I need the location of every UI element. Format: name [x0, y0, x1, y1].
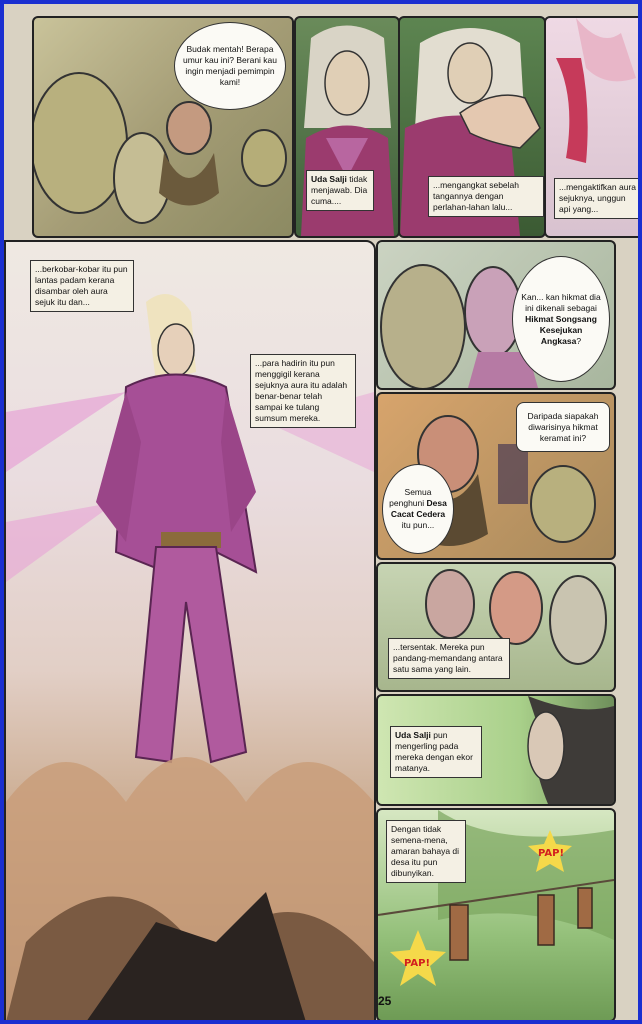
panel-2 — [294, 16, 400, 238]
bubble-text: itu pun... — [401, 520, 435, 530]
village-name: Desa Cacat Cedera — [390, 498, 447, 519]
narration-caption: ...mengangkat sebelah tangannya dengan perlahan-lahan lalu... — [428, 176, 544, 217]
panel-3 — [398, 16, 546, 238]
character-name: Uda Salji — [395, 730, 431, 740]
narration-caption — [390, 726, 482, 778]
narration-caption: ...para hadirin itu pun menggigil kerana sejuknya aura itu adalah benar-benar telah sampai ke tulang sumsum mereka. — [250, 354, 356, 428]
speech-bubble: Daripada siapakah diwarisinya hikmat keramat ini? — [516, 402, 610, 452]
panel-4 — [544, 16, 638, 238]
sound-effect: PAP! — [404, 958, 431, 969]
panel-8 — [376, 562, 616, 692]
narration-caption: Dengan tidak semena-mena, amaran bahaya di desa itu pun dibunyikan. — [386, 820, 466, 883]
panel-9 — [376, 694, 616, 806]
narration-caption: ...berkobar-kobar itu pun lantas padam kerana disambar oleh aura sejuk itu dan... — [30, 260, 134, 312]
panel-10 — [376, 808, 616, 1020]
narration-caption — [306, 170, 374, 211]
character-name: Uda Salji — [311, 174, 347, 184]
panel-6 — [376, 240, 616, 390]
caption-text: tidak menjawab. Dia cuma.... — [311, 174, 368, 206]
bubble-text: Kan... kan hikmat dia ini dikenali sebagai — [521, 291, 601, 313]
sound-effect: PAP! — [538, 848, 565, 859]
panel-1 — [32, 16, 294, 238]
panel-5 — [4, 240, 376, 1020]
speech-bubble — [382, 464, 454, 554]
speech-bubble — [512, 256, 610, 382]
technique-name: Hikmat Songsang Kesejukan Angkasa — [525, 313, 597, 346]
page-number: 25 — [378, 994, 392, 1008]
bubble-text: ? — [576, 335, 582, 346]
comic-page — [4, 4, 638, 1020]
panel-7 — [376, 392, 616, 560]
bubble-text: Semua penghuni — [389, 487, 432, 508]
caption-text: pun mengerling pada mereka dengan ekor matanya. — [395, 730, 473, 773]
narration-caption: ...mengaktifkan aura sejuknya, unggun api yang... — [554, 178, 638, 219]
narration-caption: ...tersentak. Mereka pun pandang-memandang antara satu sama yang lain. — [388, 638, 510, 679]
speech-bubble: Budak mentah! Berapa umur kau ini? Berani kau ingin menjadi pemimpin kami! — [174, 22, 286, 110]
